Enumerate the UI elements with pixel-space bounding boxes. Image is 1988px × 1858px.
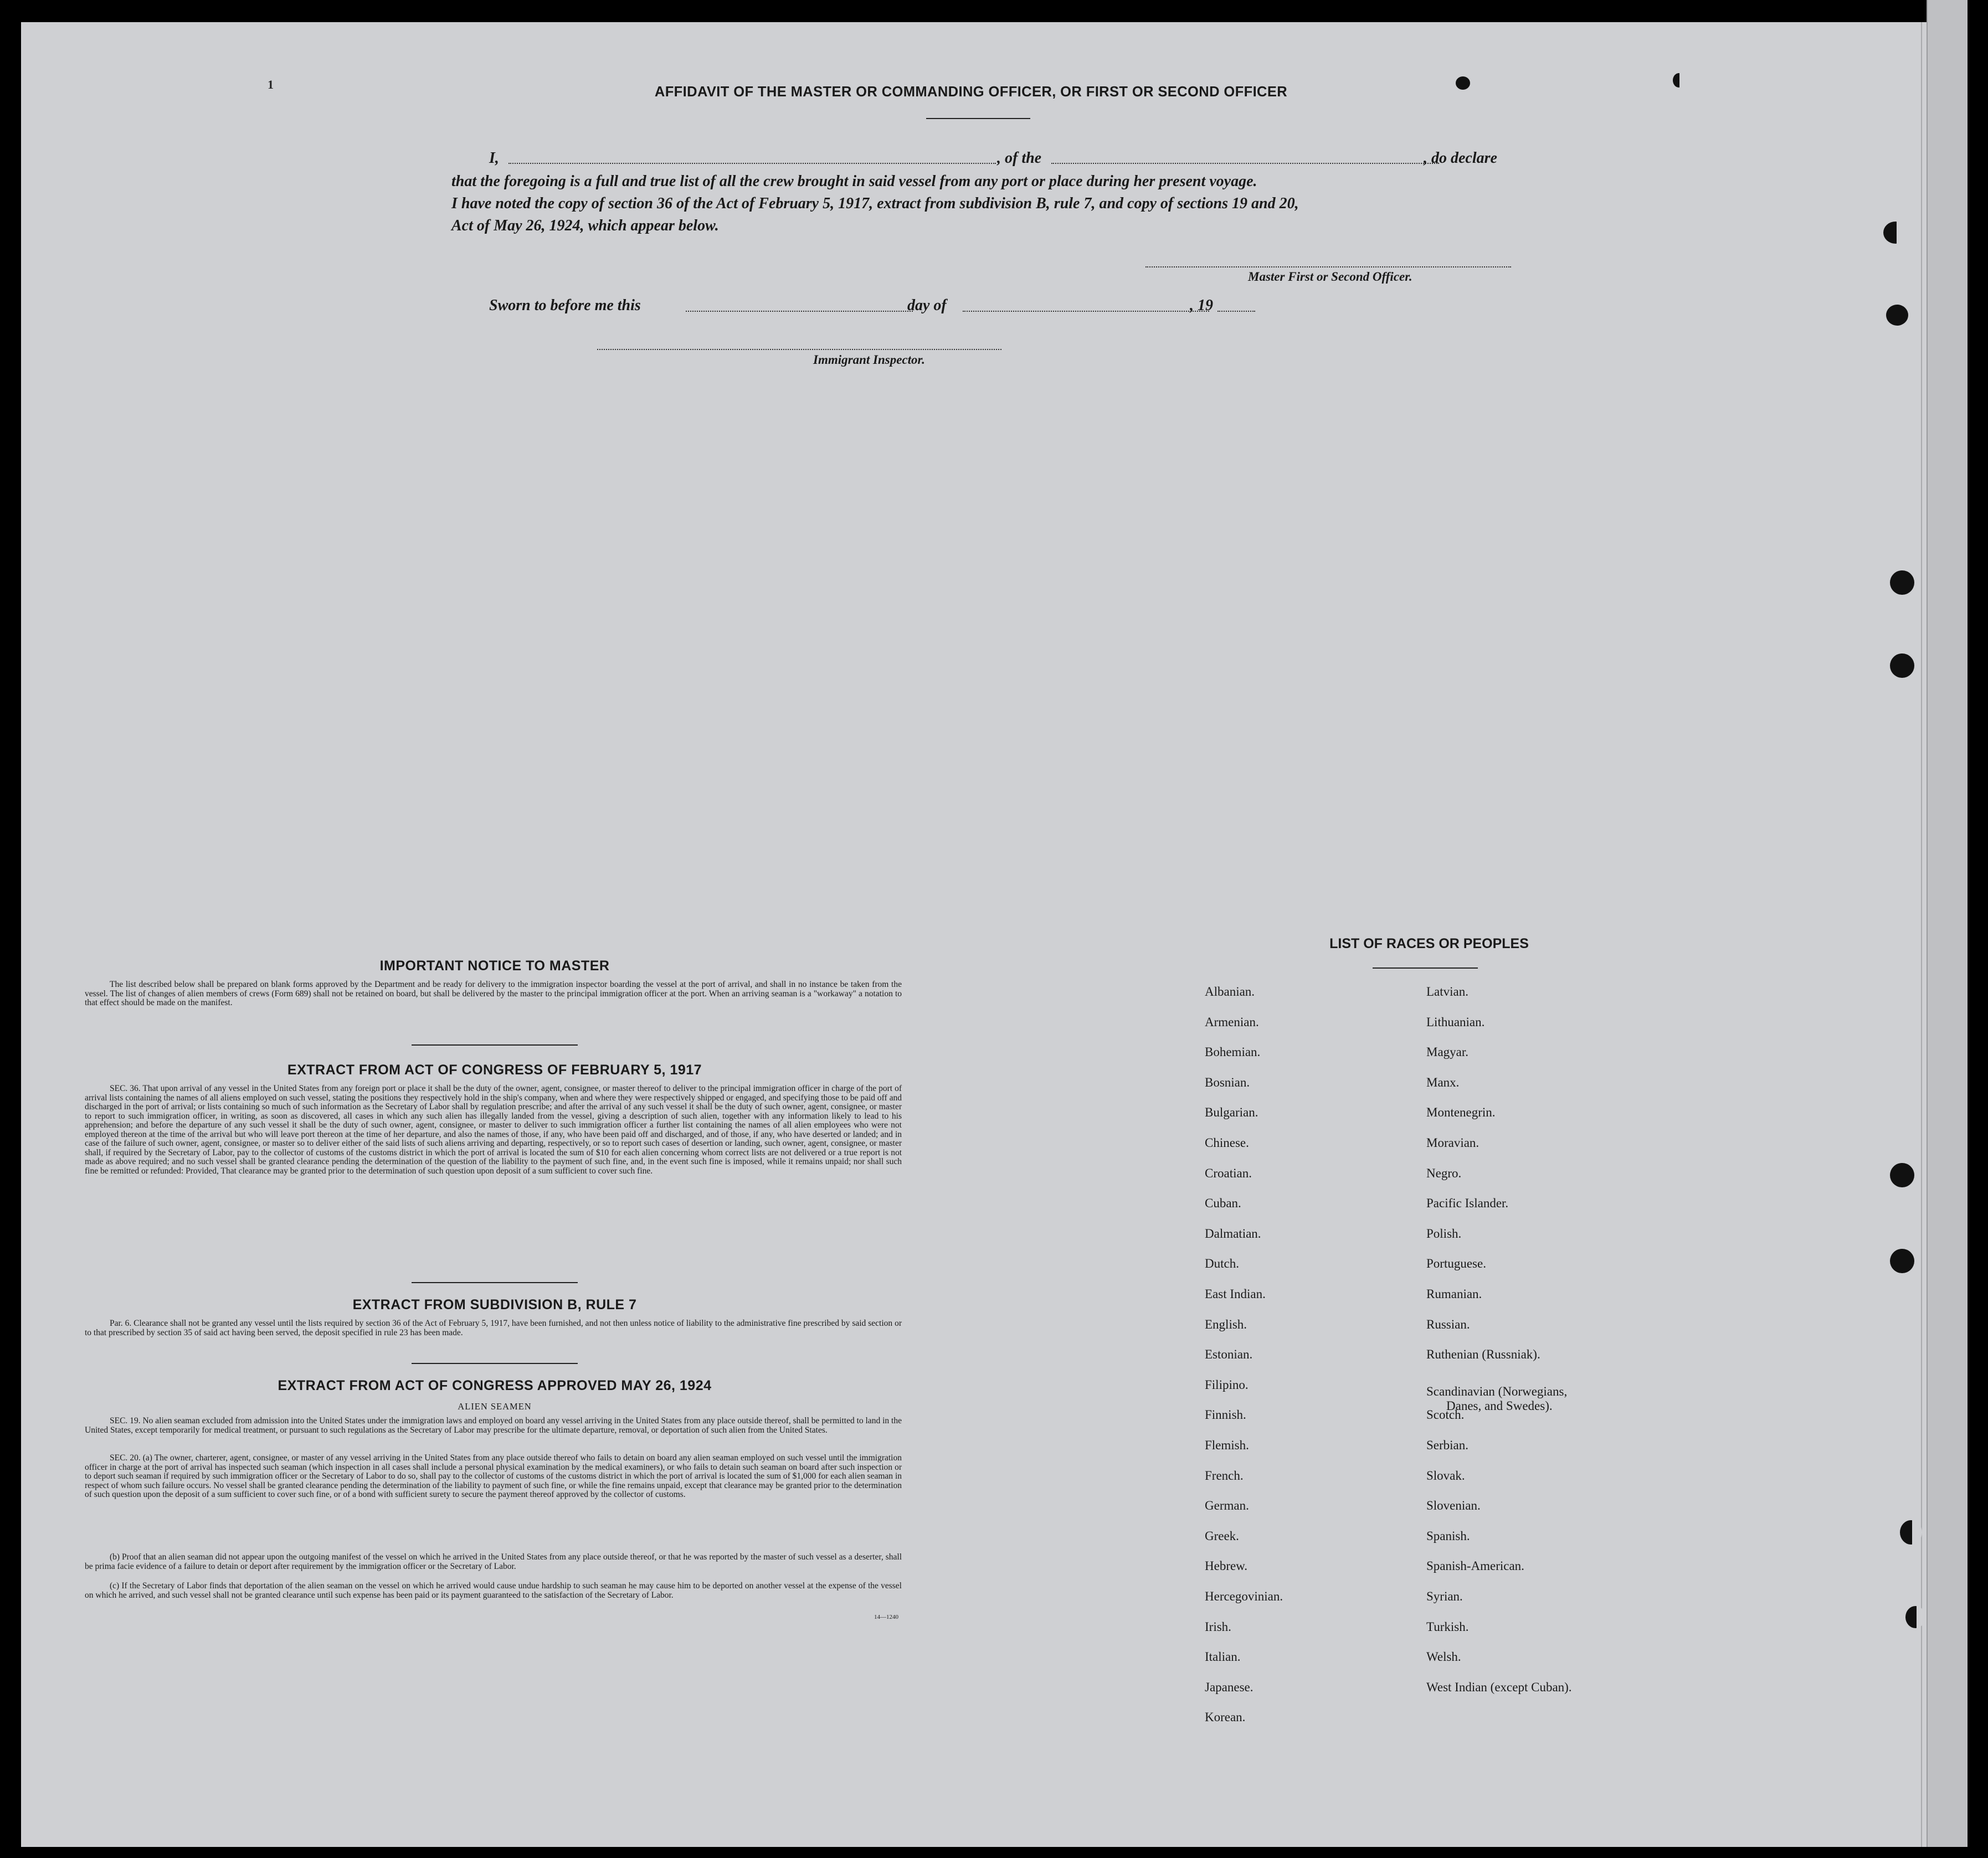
race-item: English. [1205,1317,1247,1331]
race-item: Russian. [1426,1317,1470,1331]
punch-hole [1900,1520,1922,1545]
race-item: Greek. [1205,1528,1239,1543]
punch-hole [1456,76,1470,90]
extract-1917-body: SEC. 36. That upon arrival of any vessel in the United States from any foreign port or place it shall be the duty of the owner, agent, consignee, or master thereof to deliver to the principal immigration officer in charge of the port of arrival lists containing the names of all aliens employed on such vessel, stating the positions they respectively hold in the ship's company, when and where they were respectively shipped or engaged, and specifying those to be paid off and discharged in the port of arrival; or lists containing so much of such information as the Secretary of Labor shall by regulation prescribe; and after the arrival of any such vessel it shall be the duty of such owner, agent, consignee, or master to report to such immigration officer, in writing, as soon as discovered, all cases in which any such alien has illegally landed from the vessel, giving a description of such alien, together with any information likely to lead to his apprehension; and before the departure of any such vessel it shall be the duty of such owner, agent, consignee, or master to deliver to such immigration officer a further list containing the names of all alien employees who were not employed thereon at the time of the arrival but who will leave port thereon at the time of her departure, and also the names of those, if any, who have been paid off and discharged, and of those, if any, who have deserted or landed; and in case of the failure of such owner, agent, consignee, or master so to deliver either of the said lists of such aliens arriving and departing, respectively, or so to report such cases of desertion or landing, such owner, agent, consignee, or master shall, if required by the Secretary of Labor, pay to the collector of customs of the customs district in which the port of arrival is located the sum of $10 for each alien concerning whom correct lists are not delivered or a true report is not made as above required; and no such vessel shall be granted clearance pending the determination of the question of the liability to the payment of such fine, and, in the event such fine is imposed, while it remains unpaid; nor shall such fine be remitted or refunded: Provided, That clearance may be granted prior to the determination of such question upon deposit of a sum sufficient to cover such fine. [85,1084,902,1176]
binding-strip [1927,0,1968,1847]
name-blank [508,163,996,164]
race-item: Japanese. [1205,1680,1254,1694]
rule7-title: EXTRACT FROM SUBDIVISION B, RULE 7 [352,1297,637,1313]
year-blank [1218,311,1255,312]
page-mark: 1 [268,78,274,91]
race-item: Slovenian. [1426,1499,1481,1513]
race-item: Spanish. [1426,1528,1470,1543]
divider-1 [412,1044,578,1046]
punch-hole [1905,1606,1925,1628]
race-item: Hercegovinian. [1205,1589,1283,1603]
race-item: Lithuanian. [1426,1015,1485,1029]
race-item: Bohemian. [1205,1045,1261,1059]
alien-seamen-subtitle: ALIEN SEAMEN [458,1401,532,1412]
document-sheet [21,22,1949,1847]
day-of-text: day of [907,297,947,314]
extract-1917-title: EXTRACT FROM ACT OF CONGRESS OF FEBRUARY 5, 1917 [287,1062,702,1078]
punch-hole [1890,1163,1914,1187]
race-item: Chinese. [1205,1136,1249,1150]
race-item: Croatian. [1205,1166,1252,1180]
sec20a-body: SEC. 20. (a) The owner, charterer, agent, consignee, or master of any vessel arriving in the United States from any place outside thereof who fails to detain on board any alien seaman employed on such vessel until the immigration officer in charge at the port of arrival has inspected such seaman (which inspection in all cases shall include a personal physical examination by the medical examiners), or who fails to detain such seaman on board after such inspection or to deport such seaman if required by such immigration officer or the Secretary of Labor to do so, shall pay to the collector of customs of the customs district in which the port of arrival is located the sum of $1,000 for each alien seaman in respect of whom such failure occurs. No vessel shall be granted clearance pending the determination of the liability to payment of such fine, or while the fine remains unpaid, except that clearance may be granted prior to the determination of such question upon the deposit of a sum sufficient to cover such fine, or of a bond with sufficient surety to secure the payment thereof approved by the collector of customs. [85,1453,902,1499]
race-item: Armenian. [1205,1015,1259,1029]
race-item: Magyar. [1426,1045,1469,1059]
punch-hole [1890,653,1914,678]
affidavit-line3: I have noted the copy of section 36 of the Act of February 5, 1917, extract from subdivision B, rule 7, and copy of sections 19 and 20, [451,195,1299,212]
rule7-body: Par. 6. Clearance shall not be granted any vessel until the lists required by section 36 of the Act of February 5, 1917, have been furnished, and not then unless notice of liability to the administrative fine prescribed by said section or to that prescribed by section 35 of said act having been served, the deposit specified in rule 23 has been made. [85,1319,902,1337]
race-item: Flemish. [1205,1438,1249,1452]
affidavit-title: AFFIDAVIT OF THE MASTER OR COMMANDING OFFICER, OR FIRST OR SECOND OFFICER [654,84,1288,100]
race-item: Bosnian. [1205,1075,1250,1089]
divider-2 [412,1282,578,1283]
race-item: Scotch. [1426,1408,1465,1422]
race-item: Welsh. [1426,1650,1461,1664]
race-item: Montenegrin. [1426,1105,1496,1120]
affidavit-of-the: , of the [997,150,1042,167]
punch-hole [1890,570,1914,595]
race-item: Rumanian. [1426,1287,1482,1301]
race-item: Irish. [1205,1619,1231,1634]
affidavit-line4: Act of May 26, 1924, which appear below. [451,217,719,234]
sec20c-body: (c) If the Secretary of Labor finds that deportation of the alien seaman on the vessel on which he arrived would cause undue hardship to such seaman he may cause him to be deported on another vessel at the expense of the vessel on which he arrived, and such vessel shall not be granted clearance until such expense has been paid or its payment guaranteed to the satisfaction of the Secretary of Labor. [85,1581,902,1600]
race-item: Albanian. [1205,985,1255,999]
race-item: Syrian. [1426,1589,1463,1603]
race-item: Slovak. [1426,1468,1465,1483]
race-item: Latvian. [1426,985,1468,999]
race-item: Ruthenian (Russniak). [1426,1347,1540,1362]
race-item: Spanish-American. [1426,1559,1524,1573]
race-item: Finnish. [1205,1408,1246,1422]
page-edge [1921,22,1922,1847]
race-item: Italian. [1205,1650,1241,1664]
title-underline [926,118,1030,119]
race-item: Cuban. [1205,1196,1241,1211]
divider-3 [412,1363,578,1364]
race-item: Korean. [1205,1710,1246,1725]
inspector-label: Immigrant Inspector. [813,353,925,367]
affidavit-i: I, [489,150,499,167]
race-item: Filipino. [1205,1377,1249,1392]
race-item: Serbian. [1426,1438,1469,1452]
vessel-blank [1051,163,1439,164]
race-item: French. [1205,1468,1244,1483]
master-label: Master First or Second Officer. [1248,270,1412,284]
year-text: , 19 [1190,297,1213,314]
master-signature-line [1145,266,1511,267]
extract-1924-title: EXTRACT FROM ACT OF CONGRESS APPROVED MAY 26, 1924 [278,1378,712,1393]
race-item: Estonian. [1205,1347,1253,1362]
race-item: Portuguese. [1426,1257,1486,1271]
sworn-month-blank [963,311,1209,312]
sworn-day-blank [686,311,913,312]
race-item: Moravian. [1426,1136,1480,1150]
notice-title: IMPORTANT NOTICE TO MASTER [379,958,610,974]
sec19-body: SEC. 19. No alien seaman excluded from admission into the United States under the immigration laws and employed on board any vessel arriving in the United States from any place outside thereof, shall be permitted to land in the United States, except temporarily for medical treatment, or pursuant to such regulations as the Secretary of Labor may prescribe for the ultimate departure, removal, or deportation of such alien from the United States. [85,1416,902,1435]
form-number: 14—1240 [874,1614,898,1620]
punch-hole [1886,305,1908,326]
race-item: Turkish. [1426,1619,1469,1634]
races-underline [1373,967,1478,969]
race-item: Hebrew. [1205,1559,1248,1573]
sec20b-body: (b) Proof that an alien seaman did not appear upon the outgoing manifest of the vessel on which he arrived in the United States from any place outside thereof, or that he was reported by the master of such vessel as a deserter, shall be prima facie evidence of a failure to detain or deport after requirement by the immigration officer or the Secretary of Labor. [85,1552,902,1571]
race-item: Polish. [1426,1226,1462,1241]
race-item: Scandinavian (Norwegians, [1426,1384,1568,1398]
race-item: Negro. [1426,1166,1462,1180]
punch-hole [1673,73,1685,88]
race-item: German. [1205,1499,1249,1513]
race-item: Bulgarian. [1205,1105,1258,1120]
races-title: LIST OF RACES OR PEOPLES [1329,936,1529,951]
race-item: Pacific Islander. [1426,1196,1509,1211]
race-item: Dutch. [1205,1257,1239,1271]
race-item: Dalmatian. [1205,1226,1261,1241]
punch-hole [1883,222,1908,244]
race-item: Danes, and Swedes). [1446,1398,1553,1413]
race-item: East Indian. [1205,1287,1266,1301]
inspector-signature-line [597,349,1001,350]
punch-hole [1890,1249,1914,1273]
affidavit-declare: , do declare [1424,150,1497,167]
sworn-text: Sworn to before me this [489,297,641,314]
race-item: West Indian (except Cuban). [1426,1680,1572,1694]
affidavit-line2: that the foregoing is a full and true list of all the crew brought in said vessel from any port or place during her present voyage. [451,173,1257,190]
race-item: Manx. [1426,1075,1460,1089]
notice-body: The list described below shall be prepared on blank forms approved by the Department and be ready for delivery to the immigration inspector boarding the vessel at the port of arrival, and shall in no instance be taken from the vessel. The list of changes of alien members of crews (Form 689) shall not be retained on board, but shall be delivered by the master to the principal immigration officer at the port. When an arriving seaman is a "workaway" a notation to that effect should be made on the manifest. [85,980,902,1007]
